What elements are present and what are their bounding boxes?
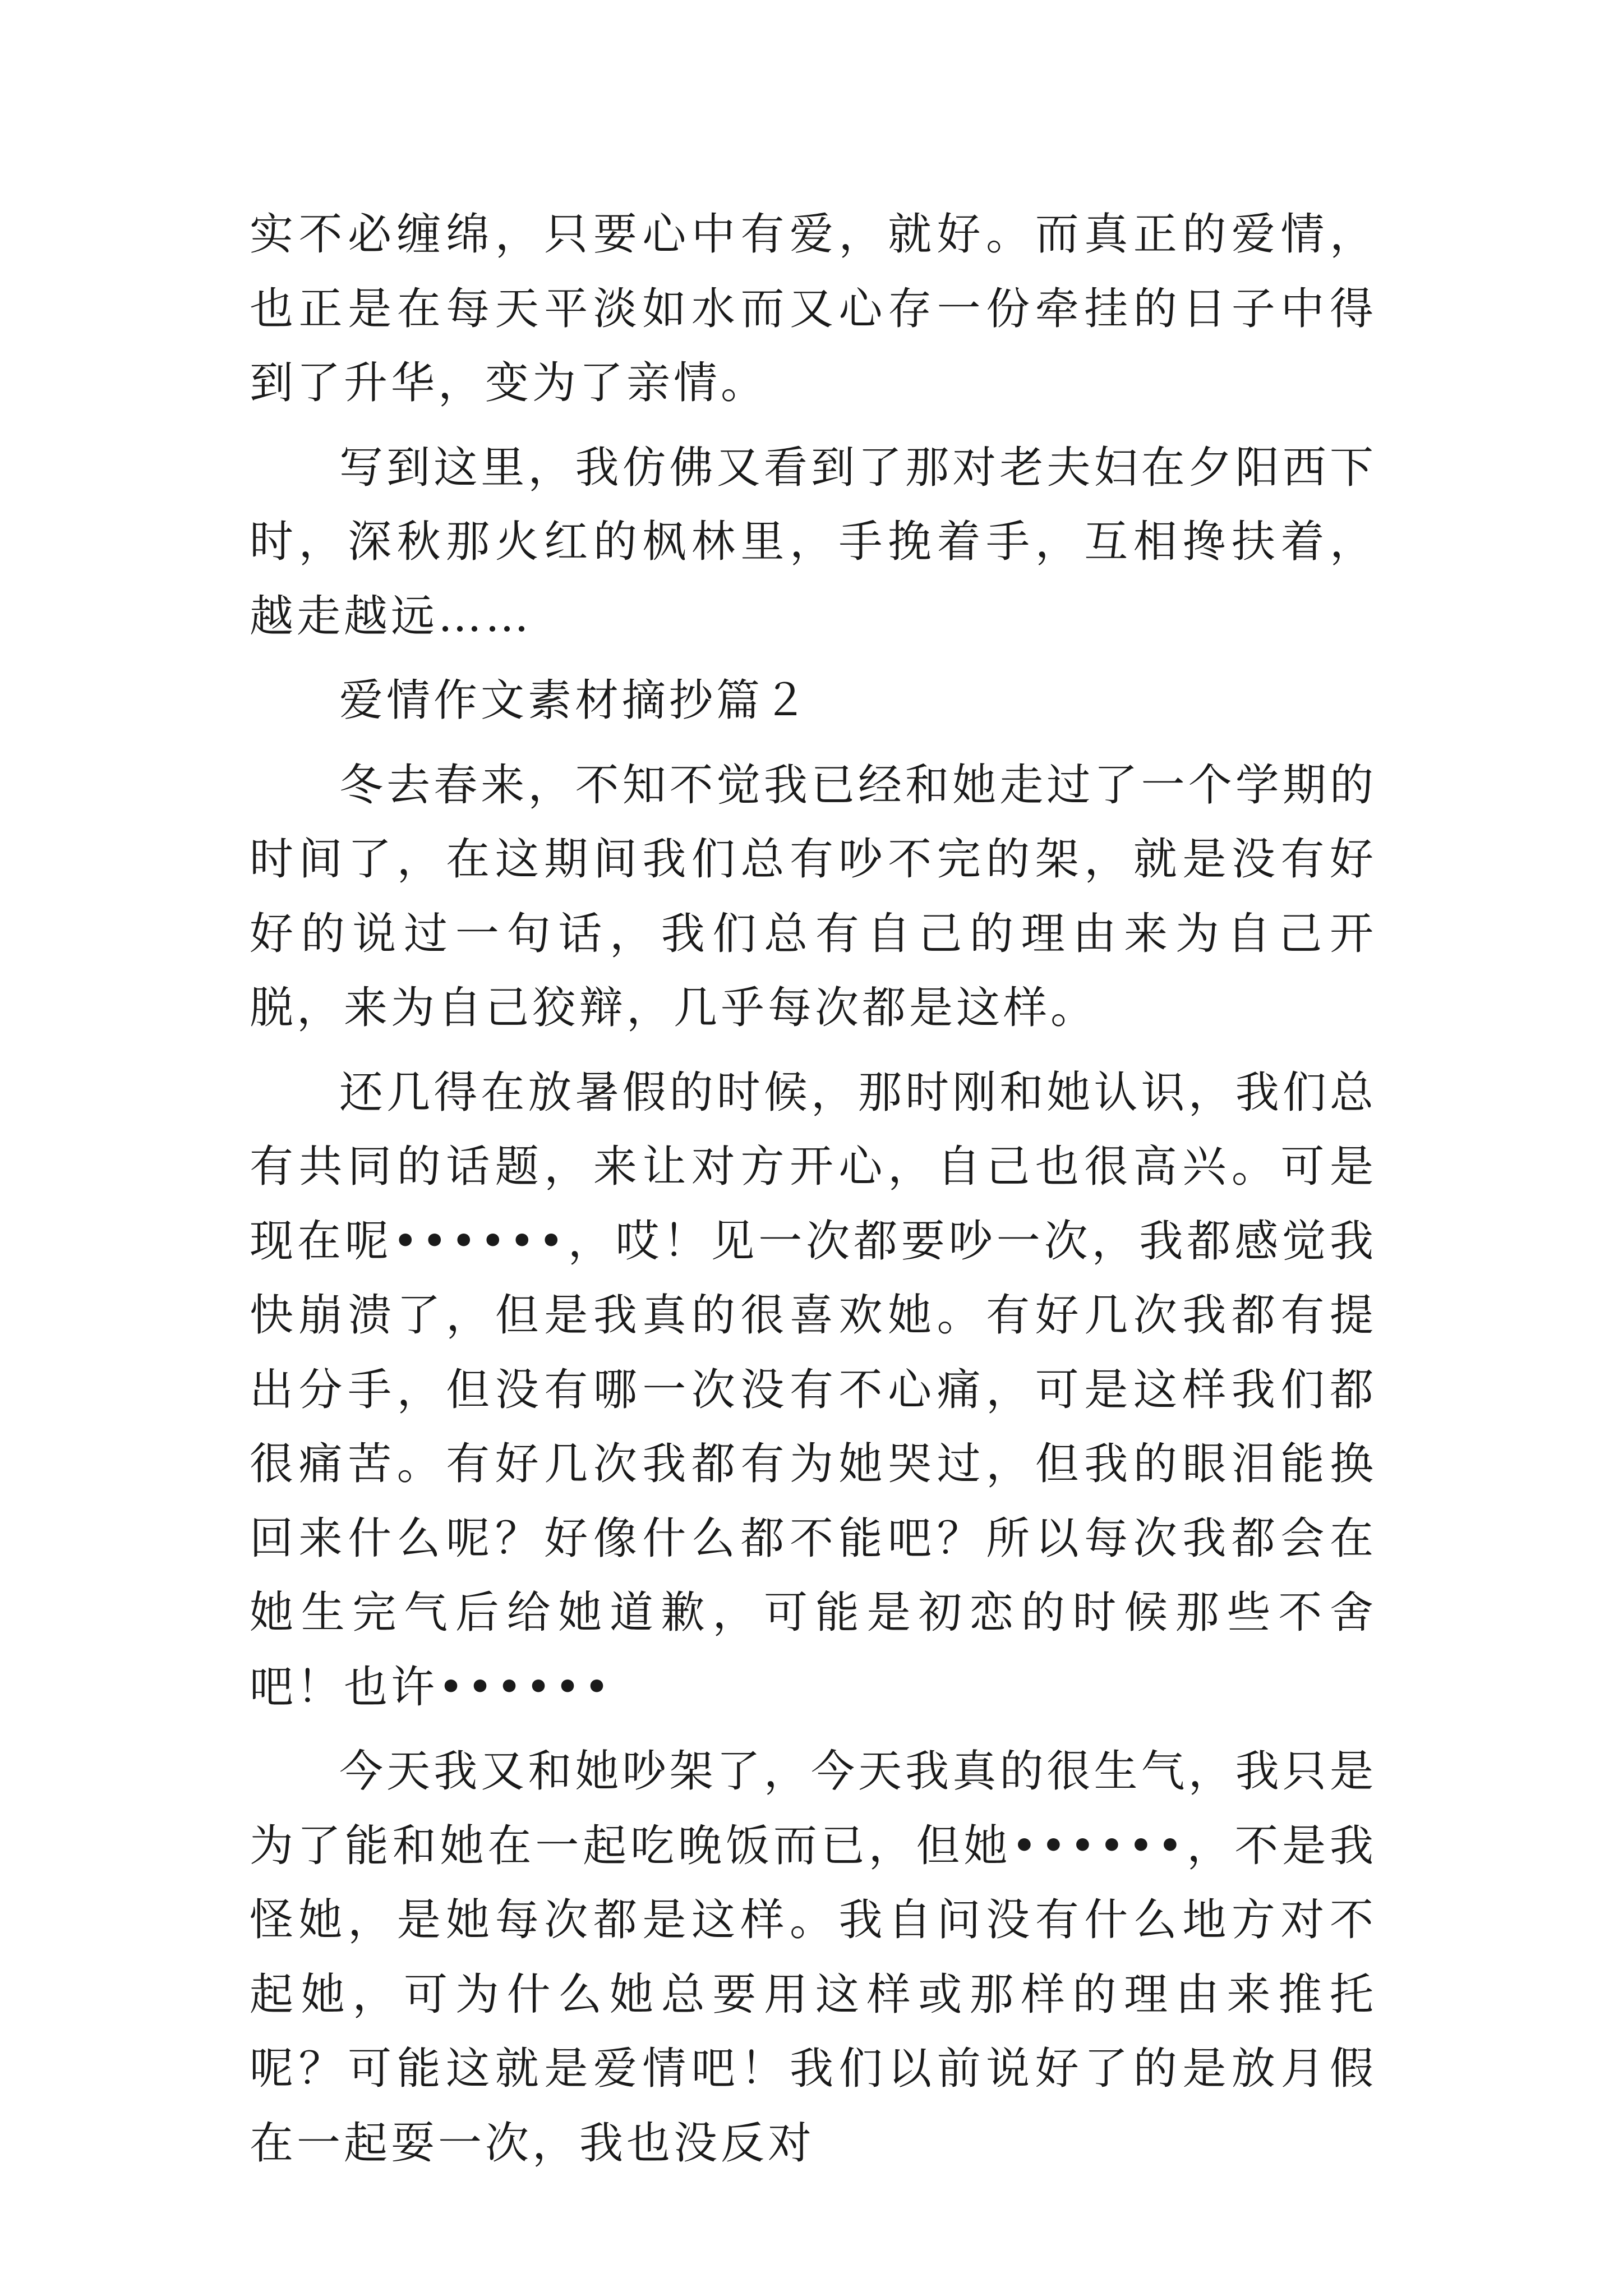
- paragraph-continuation: 实不必缠绵，只要心中有爱，就好。而真正的爱情，也正是在每天平淡如水而又心存一份牵挂的日子中得到了升华，变为了亲情。: [250, 209, 1377, 408]
- paragraph: 写到这里，我仿佛又看到了那对老夫妇在夕阳西下时，深秋那火红的枫林里，手挽着手，互相搀扶着，越走越远……: [250, 442, 1377, 642]
- document-body: [250, 197, 1377, 2180]
- paragraph: 冬去春来，不知不觉我已经和她走过了一个学期的时间了，在这期间我们总有吵不完的架，就是没有好好的说过一句话，我们总有自己的理由来为自己开脱，来为自己狡辩，几乎每次都是这样。: [250, 760, 1377, 1033]
- section-heading: 爱情作文素材摘抄篇２: [339, 675, 811, 726]
- paragraph: 还几得在放暑假的时候，那时刚和她认识，我们总有共同的话题，来让对方开心，自己也很高兴。可是现在呢••••••，哎！见一次都要吵一次，我都感觉我快崩溃了，但是我真的很喜欢她。有好几次我都有提出分手，但没有哪一次没有不心痛，可是这样我们都很痛苦。有好几次我都有为她哭过，但我的眼泪能换回来什么呢？好像什么都不能吧？所以每次我都会在她生完气后给她道歉，可能是初恋的时候那些不舍吧！也许••••••: [250, 1067, 1377, 1713]
- paragraph: 今天我又和她吵架了，今天我真的很生气，我只是为了能和她在一起吃晚饭而已，但她••••••，不是我怪她，是她每次都是这样。我自问没有什么地方对不起她，可为什么她总要用这样或那样的理由来推托呢？可能这就是爱情吧！我们以前说好了的是放月假在一起耍一次，我也没反对: [250, 1746, 1377, 2169]
